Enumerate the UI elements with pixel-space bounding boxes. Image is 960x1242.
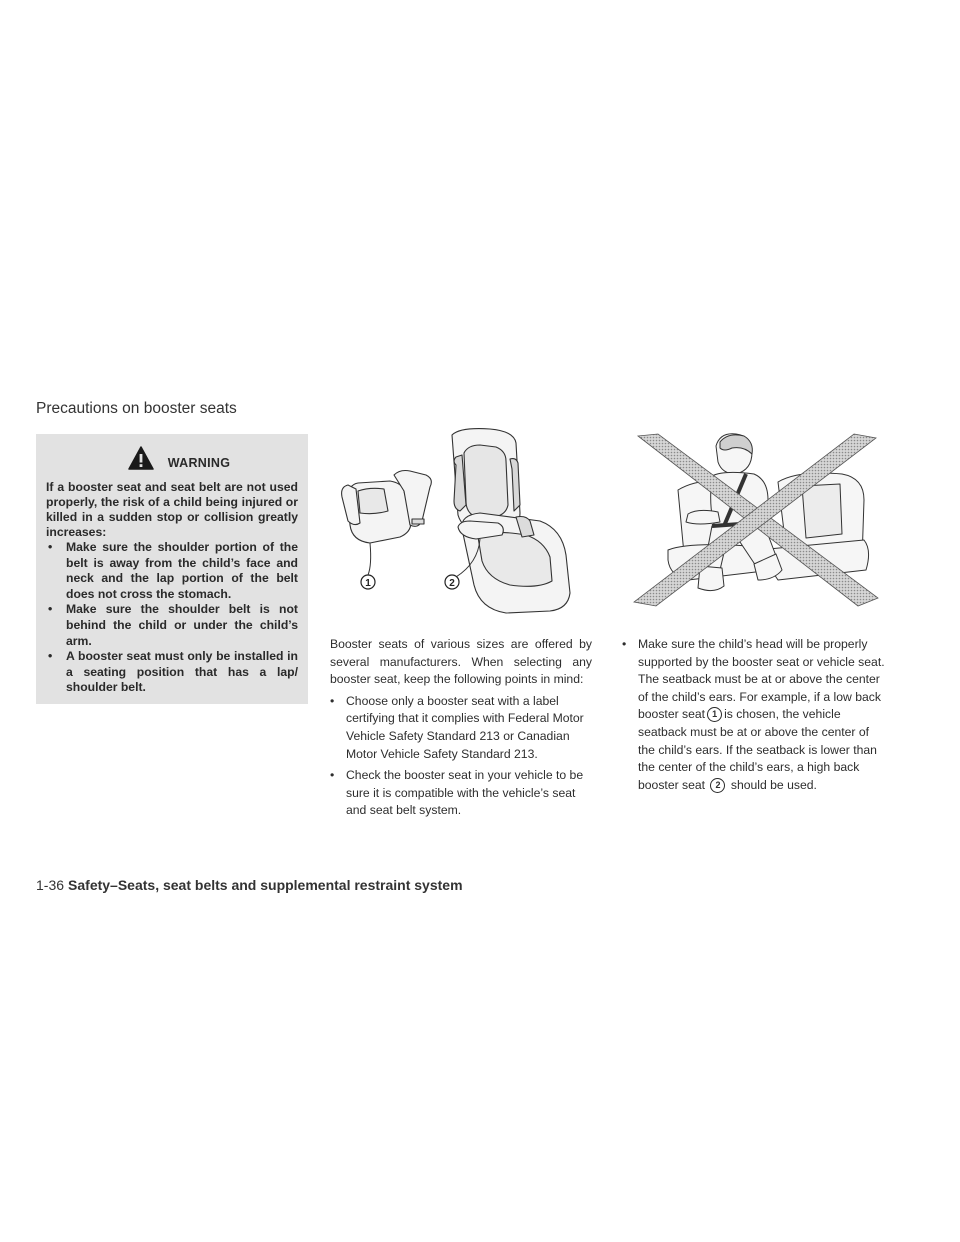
- callout-1-icon: 1: [707, 707, 722, 722]
- warning-triangle-icon: [128, 446, 154, 470]
- figure-label-2: 2: [449, 578, 455, 589]
- booster-checklist-continued: [622, 636, 888, 794]
- column-2-text: [330, 636, 592, 824]
- page-number: 1-36: [36, 877, 65, 893]
- booster-checklist: [330, 693, 592, 820]
- warning-intro: If a booster seat and seat belt are not used properly, the risk of a child being injured or killed in a sudden stop or collision greatly increases:: [46, 480, 298, 539]
- list-item: • Check the booster seat in your vehicle to be sure it is compatible with the vehicle’s seat and seat belt system.: [330, 767, 592, 820]
- callout-2-icon: 2: [710, 778, 725, 793]
- page-footer: [36, 877, 463, 893]
- warning-list: [46, 540, 298, 696]
- warning-title: WARNING: [167, 456, 231, 470]
- list-item: [622, 636, 888, 794]
- warning-item: • Make sure the shoulder belt is not behind the child or under the child’s arm.: [46, 602, 298, 649]
- warning-header: [60, 446, 298, 470]
- warning-box: [36, 434, 308, 704]
- figure-label-1: 1: [365, 578, 371, 589]
- text-part: should be used.: [730, 777, 817, 792]
- text-part: is chosen, the vehicle seatback must be at or above the center of the child’s ears. If the seatback is lower than the center of the child’s ears, a high back booster seat: [638, 707, 877, 792]
- text-part: Make sure the child’s head will be properly supported by the booster seat or vehicle seat. The seatback must be at or above the center of the child’s ears. For example, if a low back booster seat: [638, 637, 885, 722]
- incorrect-booster-use-illustration: [628, 430, 884, 610]
- warning-item: • A booster seat must only be installed in a seating position that has a lap/ shoulder belt.: [46, 649, 298, 696]
- section-title: Precautions on booster seats: [36, 400, 237, 417]
- chapter-title: Safety–Seats, seat belts and supplemental restraint system: [68, 877, 463, 893]
- list-item: • Choose only a booster seat with a label certifying that it complies with Federal Motor Vehicle Safety Standard 213 or Canadian Motor Vehicle Safety Standard 213.: [330, 693, 592, 763]
- booster-intro: Booster seats of various sizes are offered by several manufacturers. When selecting any booster seat, keep the following points in mind:: [330, 637, 592, 687]
- booster-seats-illustration: [330, 425, 592, 625]
- warning-item: • Make sure the shoulder portion of the belt is away from the child’s face and neck and the lap portion of the belt does not cross the stomach.: [46, 540, 298, 602]
- column-3-text: [622, 636, 888, 798]
